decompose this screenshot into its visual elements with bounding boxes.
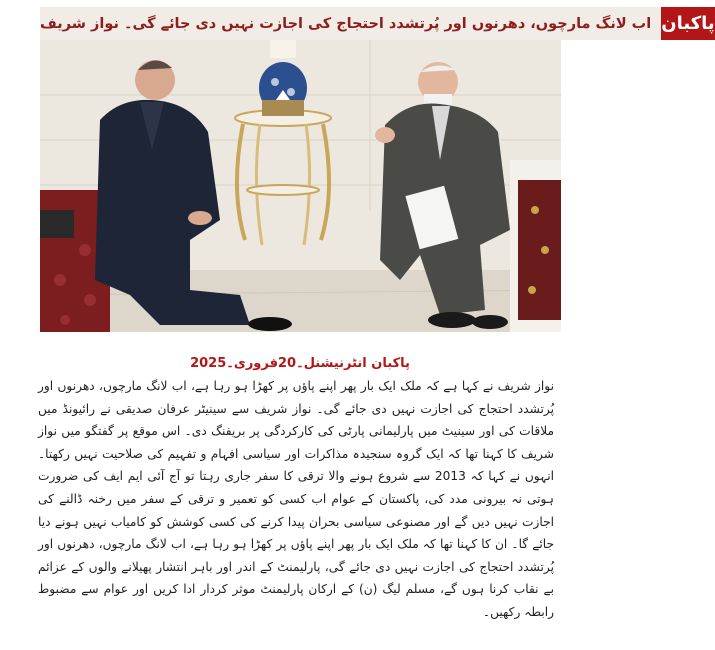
article-body: نواز شریف نے کہا ہے کہ ملک ایک بار پھر اپنے پاؤں پر کھڑا ہو رہا ہے، اب لانگ مارچوں، دھرنوں اور پُرتشدد احتجاج کی اجازت نہیں دی جائے گی۔ نواز شریف سے سینیٹر عرفان صدیقی نے رائیونڈ میں ملاقات کی اور سینیٹ میں پارلیمانی پارٹی کی کارکردگی پر بریفنگ دی۔ اس موقع پر گفتگو میں نواز شریف کا کہنا تھا کہ ایک گروہ سنجیدہ مذاکرات اور سیاسی افہام و تفہیم کی صلاحیت نہیں رکھتا۔ انہوں نے کہا کہ 2013 سے شروع ہونے والا ترقی کا سفر جاری رہتا تو آج آئی ایم ایف کی ضرورت ہوتی نہ بیرونی مدد کی، پاکستان کے عوام اب کسی کو تعمیر و ترقی کے سفر میں رخنہ ڈالنے کی اجازت نہیں دیں گے اور مصنوعی سیاسی بحران پیدا کرنے کی کسی کوشش کو کامیاب نہیں ہونے دیا جائے گا۔ ان کا کہنا تھا کہ ملک ایک بار پھر اپنے پاؤں پر کھڑا ہو رہا ہے، اب لانگ مارچوں، دھرنوں اور پُرتشدد احتجاج کی اجازت نہیں دی جائے گی، پارلیمنٹ کے اندر اور باہر انتشار پھیلانے والوں کے عزائم بے نقاب کرنا ہوں گے، مسلم لیگ (ن) کے ارکان پارلیمنٹ موثر کردار ادا کریں اور عوام سے مضبوط رابطہ رکھیں۔ <box>38 379 555 619</box>
brand-logo: پاکبان <box>661 7 714 40</box>
news-photo <box>40 40 561 332</box>
headline: اب لانگ مارچوں، دھرنوں اور پُرتشدد احتجاج کی اجازت نہیں دی جائے گی۔ نواز شریف <box>40 7 661 40</box>
dateline: پاکبان انٹرنیشنل۔20فروری۔2025 <box>190 356 410 371</box>
headline-banner <box>40 7 715 40</box>
